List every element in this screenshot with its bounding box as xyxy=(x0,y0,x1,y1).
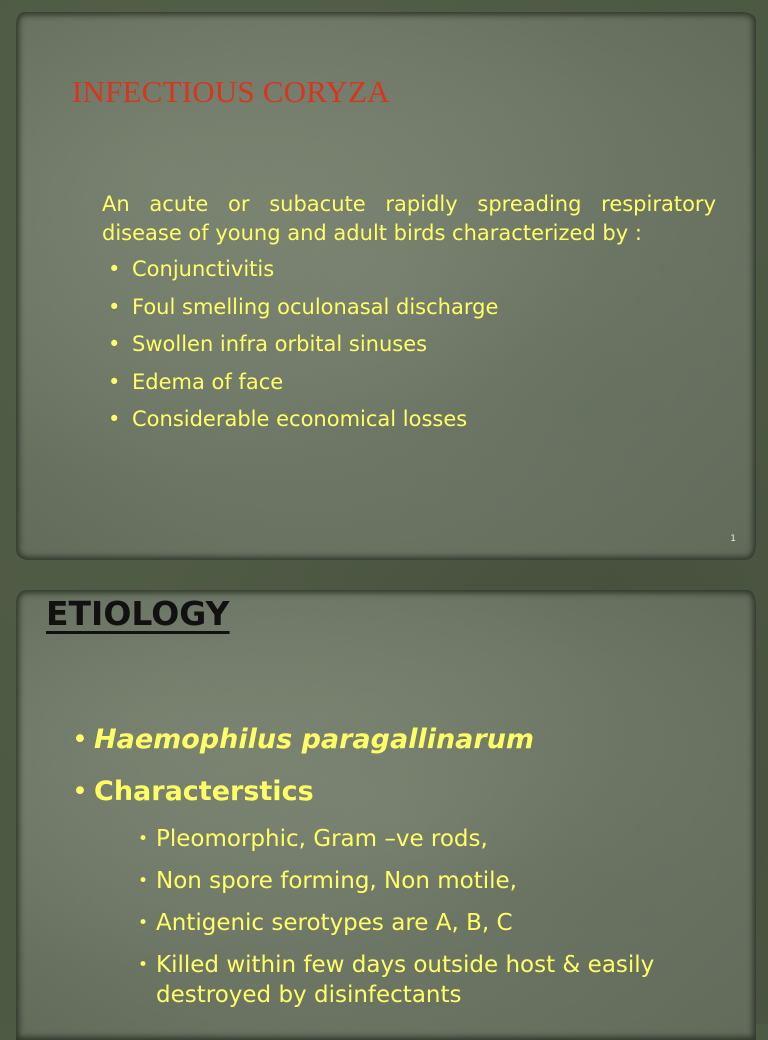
slide-1 xyxy=(16,12,756,560)
list-item-text: Killed within few days outside host & easily destroyed by disinfectants xyxy=(156,952,655,1008)
characteristics-label: Characterstics xyxy=(94,776,314,807)
list-item-text: Conjunctivitis xyxy=(132,257,275,281)
intro-paragraph: An acute or subacute rapidly spreading respiratory disease of young and adult birds characterized by : xyxy=(102,192,716,245)
bullet-icon: • xyxy=(108,294,121,319)
list-item-text: Foul smelling oculonasal discharge xyxy=(132,294,499,319)
symptom-list xyxy=(102,253,498,441)
slide-heading: ETIOLOGY xyxy=(46,594,230,633)
characteristics-item xyxy=(72,776,314,807)
list-item xyxy=(102,328,498,366)
organism-name: Haemophilus paragallinarum xyxy=(94,724,535,755)
list-item xyxy=(138,908,738,938)
bullet-icon: • xyxy=(138,913,149,933)
list-item xyxy=(102,253,498,291)
list-item-text: Considerable economical losses xyxy=(132,407,468,431)
list-item-text: Edema of face xyxy=(132,369,284,394)
bullet-icon: • xyxy=(138,829,149,849)
slide-number: 1 xyxy=(730,534,736,544)
bullet-icon: • xyxy=(108,257,121,281)
list-item-text: Swollen infra orbital sinuses xyxy=(132,332,428,356)
list-item xyxy=(138,866,738,896)
organism-item xyxy=(72,724,534,755)
list-item-text: Pleomorphic, Gram –ve rods, xyxy=(156,826,488,852)
list-item xyxy=(138,950,738,1010)
list-item xyxy=(102,403,498,441)
list-item-text: Antigenic serotypes are A, B, C xyxy=(156,910,513,936)
characteristics-list xyxy=(138,824,738,1022)
bullet-icon: • xyxy=(72,776,88,807)
slide-2 xyxy=(16,590,756,1040)
bullet-icon: • xyxy=(108,407,121,431)
list-item xyxy=(138,824,738,854)
bullet-icon: • xyxy=(108,369,121,394)
bullet-icon: • xyxy=(138,955,149,975)
bullet-icon: • xyxy=(108,332,121,356)
bullet-icon: • xyxy=(72,724,88,755)
list-item xyxy=(102,291,498,329)
list-item xyxy=(102,366,498,404)
list-item-text: Non spore forming, Non motile, xyxy=(156,868,517,894)
bullet-icon: • xyxy=(138,871,149,891)
slide-title: INFECTIOUS CORYZA xyxy=(72,74,390,109)
